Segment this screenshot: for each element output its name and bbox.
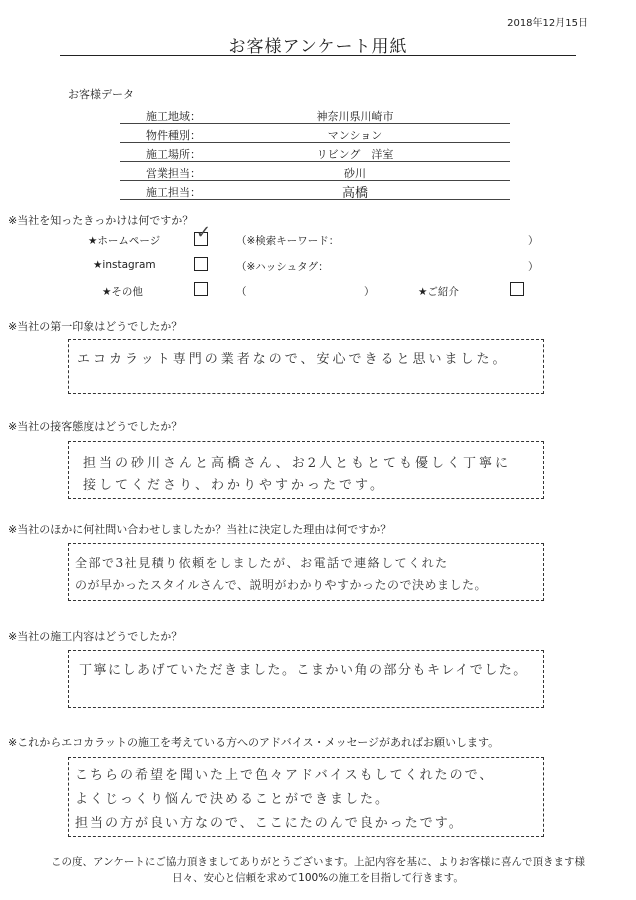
q6-answer-line: こちらの希望を聞いた上で色々アドバイスもしてくれたので、 <box>75 768 495 783</box>
q1-question: ※当社を知ったきっかけは何ですか？ <box>8 214 194 227</box>
other-open: （ <box>236 286 247 298</box>
check-mark-icon: ✓ <box>196 222 212 243</box>
info-value: 神奈川県川崎市 <box>316 110 394 123</box>
q5-answer-line: 丁寧にしあげていただきました。こまかい角の部分もキレイでした。 <box>79 663 528 678</box>
info-row-sales-rep <box>120 163 510 181</box>
title-underline <box>60 55 576 56</box>
hashtag-open: （※ハッシュタグ： <box>236 261 329 273</box>
q2-answer-line: エコカラット専門の業者なので、安心できると思いました。 <box>77 352 509 367</box>
footer-message-line1: この度、アンケートにご協力頂きましてありがとうございます。上記内容を基に、よりお客様に喜んで頂きます様 <box>50 856 586 868</box>
info-label: 物件種別： <box>146 129 201 142</box>
q4-answer-box <box>68 543 544 601</box>
customer-data-heading: お客様データ <box>68 88 134 101</box>
homepage-label: ★ホームページ <box>88 235 161 247</box>
referral-label: ★ご紹介 <box>418 286 459 298</box>
q4-answer-line: のが早かったスタイルさんで、説明がわかりやすかったので決めました。 <box>75 578 488 592</box>
q6-answer-line: よくじっくり悩んで決めることができました。 <box>75 792 391 807</box>
q5-question: ※当社の施工内容はどうでしたか？ <box>8 630 183 643</box>
info-value: リビング 洋室 <box>316 148 394 161</box>
other-label: ★その他 <box>102 286 143 298</box>
info-value: 砂川 <box>344 167 366 180</box>
info-row-property-type <box>120 125 510 143</box>
info-label: 施工場所： <box>146 148 201 161</box>
q6-question: ※これからエコカラットの施工を考えている方へのアドバイス・メッセージがあればお願いします。 <box>8 736 500 749</box>
survey-date: 2018年12月15日 <box>507 18 588 29</box>
q6-answer-line: 担当の方が良い方なので、ここにたのんで良かったです。 <box>75 816 464 831</box>
hashtag-close: ） <box>528 261 539 273</box>
info-label: 営業担当： <box>146 167 201 180</box>
other-close: ） <box>364 286 375 298</box>
q2-question: ※当社の第一印象はどうでしたか？ <box>8 320 183 333</box>
other-checkbox[interactable] <box>194 282 208 296</box>
info-row-area <box>120 106 510 124</box>
q4-answer-line: 全部で3社見積り依頼をしましたが、お電話で連絡してくれた <box>75 556 449 570</box>
info-label: 施工担当： <box>146 186 201 199</box>
info-value: マンション <box>327 129 383 142</box>
q5-answer-box <box>68 650 544 708</box>
q6-answer-box <box>68 757 544 837</box>
instagram-checkbox[interactable] <box>194 257 208 271</box>
referral-checkbox[interactable] <box>510 282 524 296</box>
info-value-handwritten: 高橋 <box>341 186 368 201</box>
info-row-location <box>120 144 510 162</box>
footer-message-line2: 日々、安心と信頼を求めて100%の施工を目指して行きます。 <box>172 872 464 884</box>
keyword-open: （※検索キーワード： <box>236 235 340 247</box>
q3-answer-line: 担当の砂川さんと高橋さん、お2人ともとても優しく丁寧に <box>83 456 512 471</box>
page-title: お客様アンケート用紙 <box>228 37 408 57</box>
q3-question: ※当社の接客態度はどうでしたか？ <box>8 420 183 433</box>
q3-answer-box <box>68 441 544 499</box>
info-row-installer <box>120 182 510 200</box>
q4-question: ※当社のほかに何社問い合わせしましたか？当社に決定した理由は何ですか？ <box>8 523 392 536</box>
info-label: 施工地域： <box>146 110 201 123</box>
keyword-close: ） <box>528 235 539 247</box>
q2-answer-box <box>68 339 544 394</box>
instagram-label: ★instagram <box>93 259 156 271</box>
q3-answer-line: 接してくださり、わかりやすかったです。 <box>83 478 386 493</box>
